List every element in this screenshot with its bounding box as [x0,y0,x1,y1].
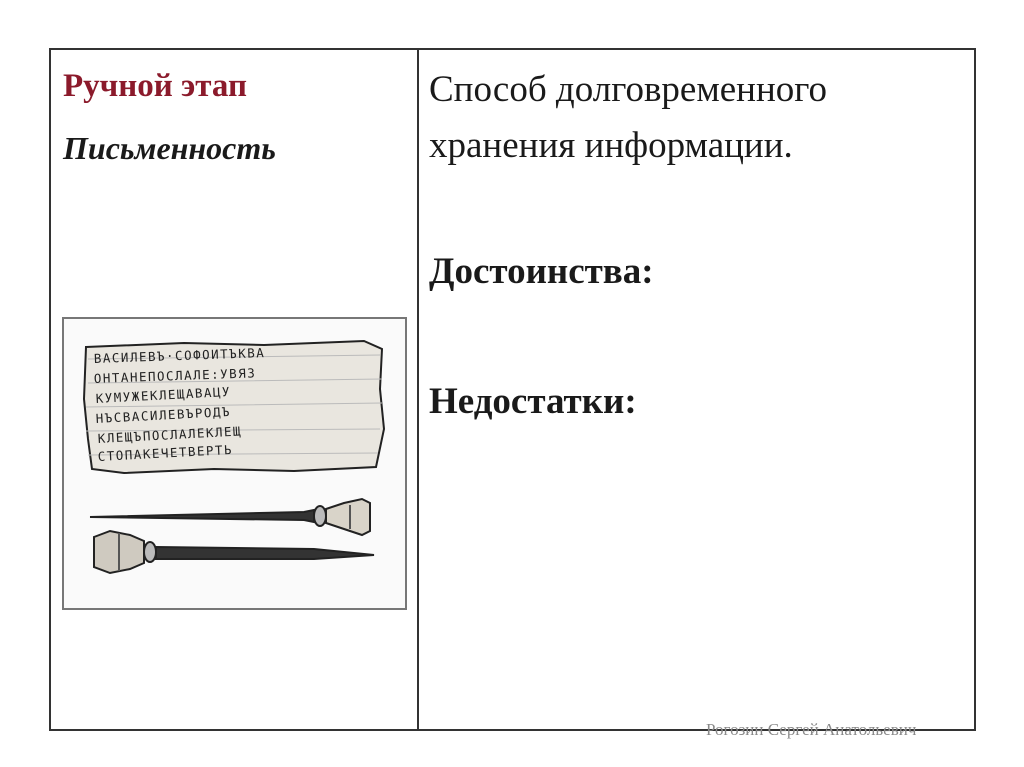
bark-line: ОНТАНЕПОСЛАЛЕ:УВЯЗ [93,365,257,386]
bark-line: КЛЕЩЪПОСЛАЛЕКЛЕЩ [97,423,243,446]
author-footer: Рогозин Сергей Анатольевич [706,720,917,739]
bark-line: ВАСИЛЕВЪ·СОФОИТЪКВА [93,345,266,366]
flaws-label: Недостатки: [429,381,637,422]
content-table [49,48,976,731]
stage-subtitle: Письменность [63,130,276,166]
description-text: Способ долговременного хранения информации. [429,69,828,166]
bark-line: НЪСВАСИЛЕВЪРОДЪ [95,403,232,426]
stage-title: Ручной этап [63,68,247,104]
merits-label: Достоинства: [429,251,654,292]
birch-bark-drawing [64,319,405,608]
bark-line: СТОПАКЕЧЕТВЕРТЬ [97,441,234,464]
birch-bark-illustration [62,317,407,610]
bark-line: КУМУЖЕКЛЕЩАВАЦУ [95,383,232,406]
stylus-icon [90,499,370,535]
stylus-icon [94,531,374,573]
column-divider [417,50,419,729]
